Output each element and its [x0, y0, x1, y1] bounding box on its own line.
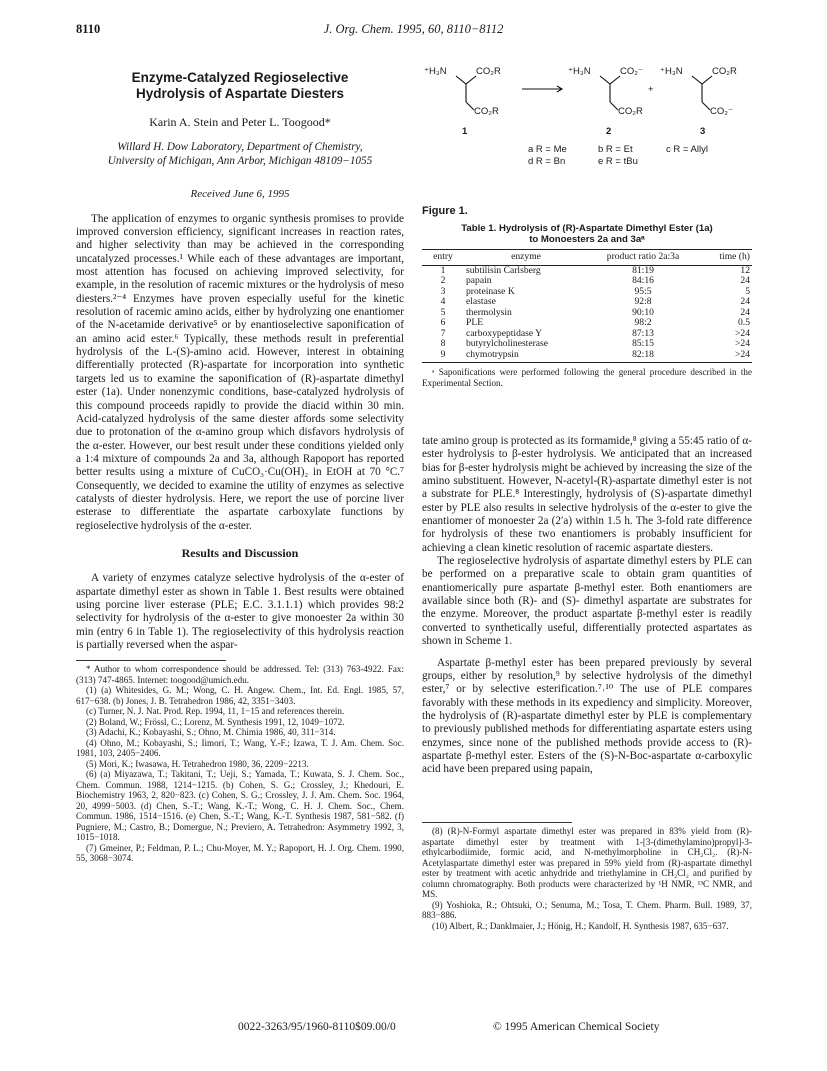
cell-ratio: 81:19	[632, 264, 654, 276]
cell-entry: 2	[440, 275, 446, 286]
cell-time: 5	[745, 285, 750, 297]
cell-entry: 7	[440, 327, 446, 339]
footnote: (9) Yoshioka, R.; Ohtsuki, O.; Senuma, M.; Tosa, T. Chem. Pharm. Bull. 1989, 37, 883−886.	[422, 899, 752, 920]
cell-enzyme: subtilisin Carlsberg	[466, 264, 541, 276]
cell-ratio: 85:15	[632, 338, 654, 349]
cell-entry: 8	[440, 338, 446, 349]
title-line-2: Hydrolysis of Aspartate Diesters	[135, 86, 345, 101]
footnote: (7) Gmeiner, P.; Feldman, P. L.; Chu-Moyer, M. Y.; Rapoport, H. J. Org. Chem. 1990, 55, 3068−3074.	[76, 842, 404, 864]
key-c: c R = Allyl	[666, 144, 708, 155]
cell-ratio: 87:13	[632, 327, 654, 339]
affiliation-line-2: University of Michigan, Ann Arbor, Michigan 48109−1055	[107, 154, 373, 167]
compound-3-label: 3	[700, 126, 706, 137]
table-row	[422, 339, 752, 350]
cell-ratio: 98:2	[634, 317, 652, 328]
col-header-entry: entry	[422, 250, 464, 266]
footnote: (1) (a) Whitesides, G. M.; Wong, C. H. Angew. Chem., Int. Ed. Engl. 1985, 57, 617−638. (b) Jones, J. B. Tetrahedron 1986, 42, 3351−3403.	[76, 685, 404, 706]
table-caption-line-1: Table 1. Hydrolysis of (R)-Aspartate Dimethyl Ester (1a)	[461, 223, 713, 234]
cell-ratio: 90:10	[632, 306, 654, 318]
compound-2-side-ester: CO₂R	[618, 106, 643, 117]
article-title	[76, 70, 404, 102]
figure-1	[422, 62, 752, 212]
authors: Karin A. Stein and Peter L. Toogood*	[149, 115, 331, 129]
paragraph-prior-methods: Aspartate β-methyl ester has been prepared previously by several groups, either by resolution,⁹ by selective hydrolysis of the dimethyl ester,⁷ or by selective esterification.⁷˒¹⁰ The use of PLE compares favorably with these methods in its expediency and simplicity. Moreover, the hydrolysis of (R)-aspartate dimethyl ester by PLE is complementary to previously published methods for differentiating aspartate esters using enzymes, since none of the published methods provide access to (R)-aspartate β-methyl ester. Esters of the (S)-N-Boc-aspartate α-carboxylic acid have been prepared using papain,	[422, 656, 752, 776]
key-b: b R = Et	[598, 144, 633, 155]
running-header	[76, 22, 751, 38]
col-header-enzyme: enzyme	[464, 250, 588, 266]
cell-entry: 3	[440, 285, 446, 297]
footnote: (5) Mori, K.; Iwasawa, H. Tetrahedron 1980, 36, 2209−2213.	[86, 758, 309, 769]
cell-enzyme: elastase	[466, 296, 496, 307]
received-date: Received June 6, 1995	[190, 188, 290, 201]
cell-entry: 1	[440, 264, 446, 276]
cell-time: 24	[740, 296, 750, 307]
key-a: a R = Me	[528, 144, 567, 155]
compound-2-label: 2	[606, 126, 612, 137]
cell-enzyme: PLE	[466, 317, 484, 328]
cell-ratio: 95:5	[634, 285, 652, 297]
left-column	[76, 68, 404, 864]
footnotes-right	[422, 822, 752, 931]
cell-entry: 6	[440, 317, 446, 328]
results-paragraph: A variety of enzymes catalyze selective hydrolysis of the α-ester of aspartate dimethyl ester as shown in Table 1. Best results were obtained using porcine liver esterase (PLE; E.C. 3.1.1.1) which provides 98:2 selectivity for hydrolysis of the α-ester to give monoester 2a within 30 min (entry 6 in Table 1). The regioselectivity of this hydrolysis reaction is partially reversed when the aspar-	[76, 572, 404, 651]
title-line-1: Enzyme-Catalyzed Regioselective	[131, 70, 349, 85]
paragraph-preparative: The regioselective hydrolysis of aspartate dimethyl esters by PLE can be performed on a preparative scale to obtain gram quantities of enantiomerically pure aspartate β-methyl ester. Both enantiomers are available since both (R)- and (S)- dimethyl aspartate are substrates for the enzyme. Moreover, the product aspartate β-methyl ester is readily converted to synthetically useful, differentially protected aspartates as shown in Scheme 1.	[422, 555, 752, 648]
key-e: e R = tBu	[598, 156, 638, 167]
table-caption-line-2: to Monoesters 2a and 3aᵃ	[529, 234, 645, 245]
compound-3-side-carboxylate: CO₂⁻	[710, 106, 733, 117]
compound-1-side-ester: CO₂R	[474, 106, 499, 117]
key-d: d R = Bn	[528, 156, 566, 167]
footnote: (8) (R)-N-Formyl aspartate dimethyl ester was prepared in 83% yield from (R)-aspartate dimethyl ester by treatment with 1-[3-(dimethylamino)propyl]-3-ethylcarbodiimide, formic acid, and N-methylmorpholine in CH₂Cl₂. (R)-N-Acetylaspartate dimethyl ester was prepared in 59% yield from (R)-aspartate dimethyl ester by treatment with acetic anhydride and triethylamine in CH₂Cl₂ and purified by column chromatography. Both products were characterized by ¹H NMR, ¹³C NMR, and MS.	[422, 826, 752, 899]
plus-sign: +	[648, 84, 654, 95]
cell-time: 24	[740, 275, 750, 286]
table-1	[422, 223, 752, 388]
cell-entry: 9	[422, 350, 464, 363]
cell-enzyme: butyrylcholinesterase	[466, 338, 549, 349]
footnotes-left	[76, 664, 404, 864]
cell-ratio: 84:16	[632, 275, 654, 286]
footnote: (6) (a) Miyazawa, T.; Takitani, T.; Ueji, S.; Yamada, T.; Kuwata, S. J. Chem. Soc., Chem. Commun. 1988, 1214−1215. (b) Cohen, S. G.; Crossley, J.; Khedouri, E. Biochemistry 1963, 2, 820−823. (c) Cohen, S. G.; Crossley, J. J. Am. Chem. Soc. 1964, 20, 4999−5003. (d) Chen, S.-T.; Wang, K.-T.; Wong, C. H. J. Chem. Soc., Chem. Commun. 1986, 1514−1516. (e) Chen, S.-T.; Wang, K.-T. Synthesis 1987, 581−582. (f) Pugniere, M.; Castro, B.; Domergue, N.; Previero, A. Tetrahedron: Asymmetry 1992, 3, 1015−1018.	[76, 769, 404, 843]
compound-1-label: 1	[462, 126, 468, 137]
cell-time: >24	[698, 350, 752, 363]
figure-caption: Figure 1.	[422, 205, 468, 217]
table-row	[422, 297, 752, 308]
right-column	[422, 435, 752, 777]
cell-enzyme: carboxypeptidase Y	[466, 327, 543, 339]
cell-ratio: 82:18	[588, 350, 698, 363]
footnote: (4) Ohno, M.; Kobayashi, S.; Iimori, T.; Wang, Y.-F.; Izawa, T. J. Am. Chem. Soc. 1981, 103, 2405−2406.	[76, 737, 404, 759]
results-table	[422, 249, 752, 363]
affiliation-line-1: Willard H. Dow Laboratory, Department of Chemistry,	[117, 141, 363, 154]
section-heading: Results and Discussion	[181, 545, 299, 560]
intro-paragraph: The application of enzymes to organic synthesis promises to provide improved conversion efficiency, significant increases in reaction rates, and higher selectivity than may be achieved in the corresponding uncatalyzed processes.¹ While each of these advantages are important, most attention has focused on achieving improved selectivity, for example, in the resolution of racemic mixtures or the hydrolysis of meso diesters.²⁻⁴ Enzymes have proven especially useful for the kinetic resolution of racemic amino acids, either by hydrolyzing one enantiomer of the N-acetamide derivative⁵ or by enantioselective saponification of an amino acid ester.⁶ Typically, these methods result in preferential hydrolysis of the L-(S)-amino acid. However, interest in obtaining differentially protected (R)-aspartate for incorporation into synthetic targets led us to examine the saponification of (R)-aspartate dimethyl ester (1a). Under nonenzymic conditions, base-catalyzed hydrolysis of this compound proceeds rapidly to provide the diacid within 30 min. Acid-catalyzed hydrolysis of the same diester affords some selectivity due to protonation of the α-amino group which disfavors hydrolysis of the α-ester. However, our best result under these conditions yielded only a 1:4 mixture of compounds 2a and 3a, although Rapoport has reported better results using a mixture of CuCO₃·Cu(OH)₂ in EtOH at 70 °C.⁷ Consequently, we decided to examine the utility of enzymes as selective catalysts of diester hydrolysis. Here, we report the use of porcine liver esterase to differentiate the aspartate carboxylate functions by regioselective hydrolysis of the α-ester.	[76, 212, 404, 532]
copyright: © 1995 American Chemical Society	[493, 1021, 660, 1033]
cell-ratio: 92:8	[634, 296, 652, 307]
cell-time: >24	[734, 327, 750, 339]
cell-enzyme: chymotrypsin	[464, 350, 588, 363]
compound-2-amine: ⁺H₃N	[568, 66, 591, 77]
cell-entry: 5	[440, 306, 446, 318]
footnote: (c) Turner, N. J. Nat. Prod. Rep. 1994, 11, 1−15 and references therein.	[86, 706, 345, 717]
cell-enzyme: thermolysin	[466, 306, 512, 318]
compound-3-amine: ⁺H₃N	[660, 66, 683, 77]
cell-time: 0.5	[738, 317, 750, 328]
table-row	[422, 350, 752, 363]
cell-enzyme: proteinase K	[466, 285, 515, 297]
compound-1-ester: CO₂R	[476, 66, 501, 77]
footnote-rule-right	[422, 822, 572, 823]
table-header-row	[422, 250, 752, 266]
col-header-time: time (h)	[698, 250, 752, 266]
cell-time: 12	[740, 264, 750, 276]
footnote: (10) Albert, R.; Danklmaier, J.; Hönig, H.; Kandolf, H. Synthesis 1987, 635−637.	[432, 920, 729, 931]
table-row	[422, 276, 752, 287]
table-footnote: ᵃ Saponifications were performed following the general procedure described in the Experimental Section.	[422, 367, 752, 388]
affiliation	[76, 141, 404, 168]
page-number: 8110	[76, 22, 101, 36]
compound-1-amine: ⁺H₃N	[424, 66, 447, 77]
col-header-ratio: product ratio 2a:3a	[588, 250, 698, 266]
table-row	[422, 318, 752, 329]
cell-time: >24	[734, 338, 750, 349]
journal-citation: J. Org. Chem. 1995, 60, 8110−8112	[323, 22, 504, 36]
compound-3-ester: CO₂R	[712, 66, 737, 77]
table-caption	[422, 223, 752, 245]
cell-enzyme: papain	[466, 275, 492, 286]
cell-time: 24	[740, 306, 750, 318]
footnote: (2) Boland, W.; Frössl, C.; Lorenz, M. Synthesis 1991, 12, 1049−1072.	[86, 716, 345, 727]
footnote: * Author to whom correspondence should be addressed. Tel: (313) 763-4922. Fax: (313) 747-4865. Internet: toogood@umich.edu.	[76, 664, 404, 685]
cell-entry: 4	[440, 296, 446, 307]
footnote: (3) Adachi, K.; Kobayashi, S.; Ohno, M. Chimia 1986, 40, 311−314.	[86, 727, 336, 738]
paragraph-continued: tate amino group is protected as its formamide,⁸ giving a 55:45 ratio of α-ester hydrolysis to β-ester hydrolysis. We anticipated that an increased bias for β-ester hydrolysis might be achieved by increasing the size of the amino substituent. However, N-acetyl-(R)-aspartate dimethyl ester is not a substrate for PLE.⁸ Interestingly, hydrolysis of (S)-aspartate dimethyl ester by PLE also results in selective hydrolysis of the α-ester to give the enantiomer of monoester 2a (2′a) within 1.5 h. The 3-fold rate difference for hydrolysis of these two enantiomers is probably insufficient for achieving a clean kinetic resolution of racemic aspartate diesters.	[422, 435, 752, 554]
compound-2-carboxylate: CO₂⁻	[620, 66, 643, 77]
article-code: 0022-3263/95/1960-8110$09.00/0	[238, 1021, 396, 1033]
footnote-rule	[76, 660, 226, 661]
